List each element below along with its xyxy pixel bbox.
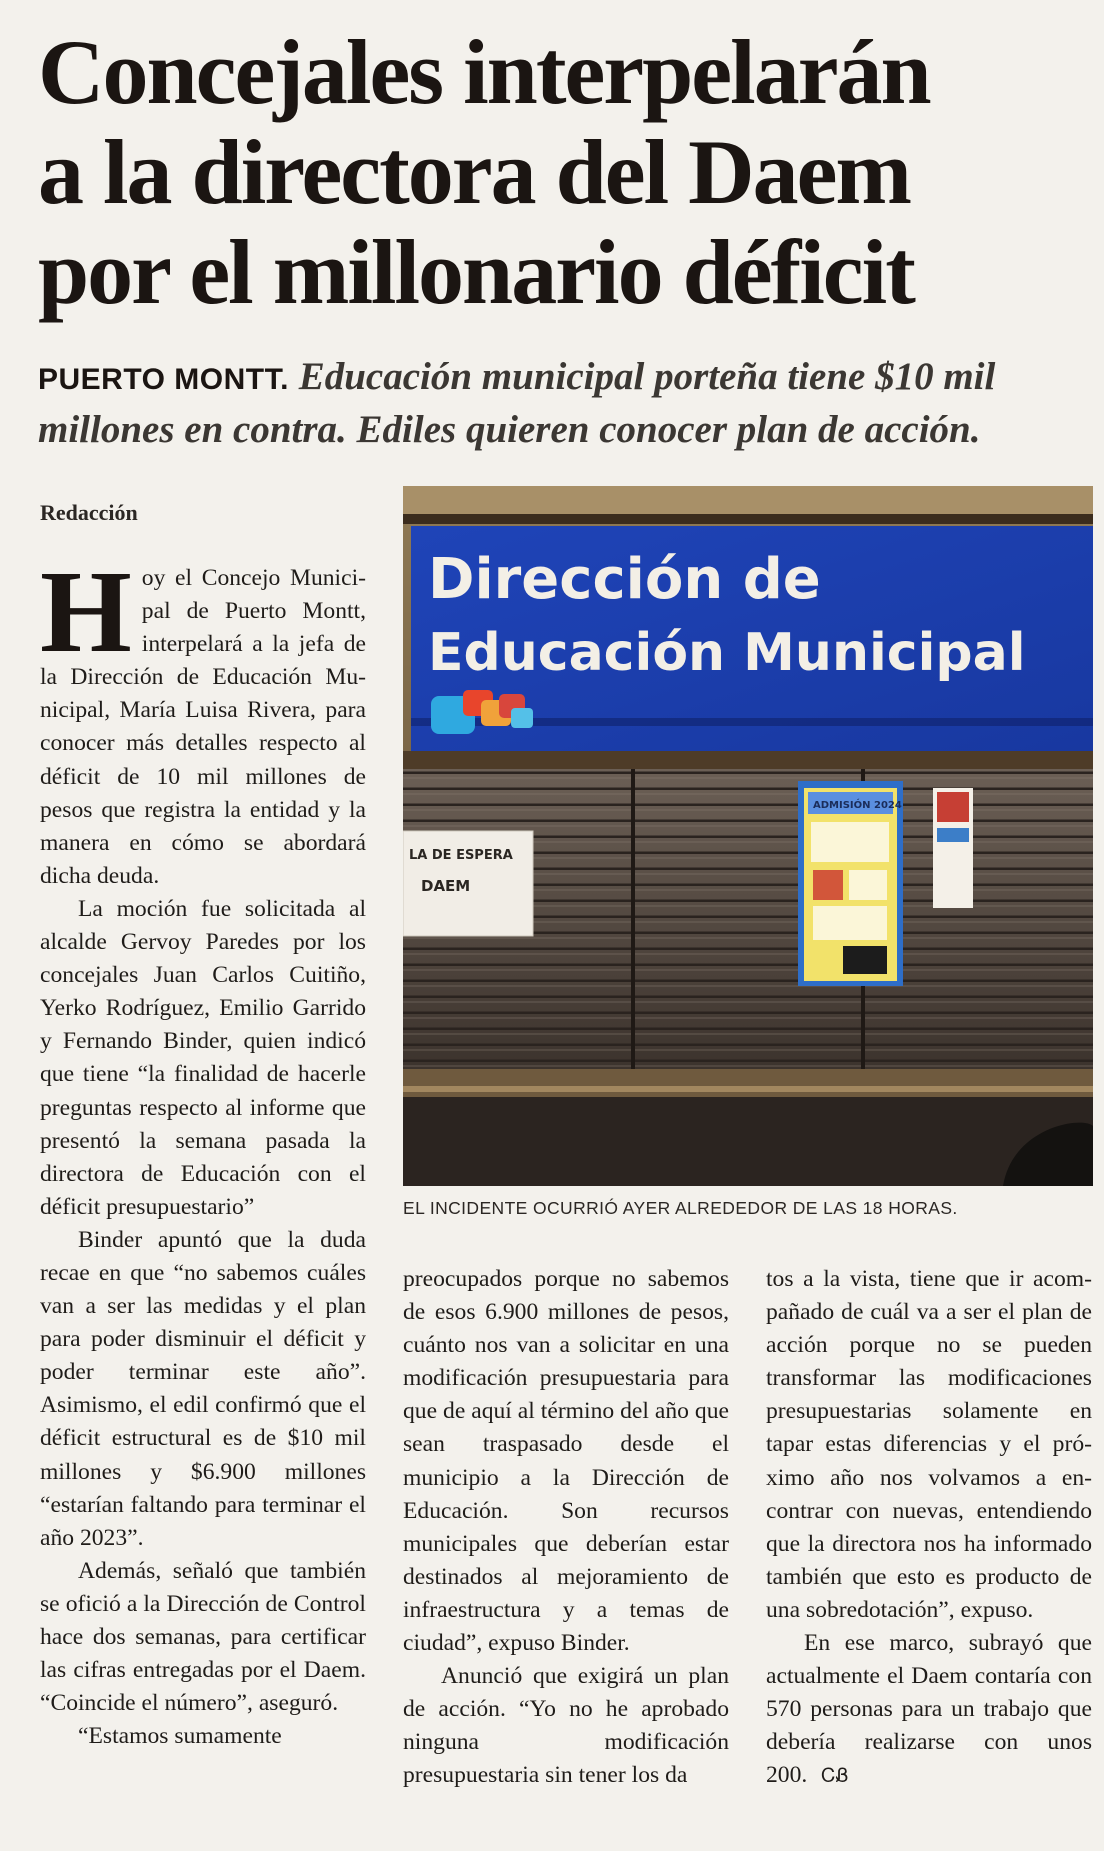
- paragraph-5-start: “Estamos sumamente: [78, 1723, 282, 1750]
- admission-poster: [798, 781, 903, 986]
- photo-caption: EL INCIDENTE OCURRIÓ AYER ALREDEDOR DE LAS 18 HORAS.: [403, 1198, 958, 1218]
- side-poster: [933, 788, 973, 908]
- end-mark-icon: ᏟᏰ: [821, 1763, 849, 1788]
- paragraph-1-text: oy el Concejo Municipal de Puerto Montt, interpelará a la jefa de la Dirección de Educación Municipal, María Luisa Rivera, para conocer más detalles respecto al déficit de 10 mil millones de pesos que registra la entidad y la manera en cómo se abordará dicha deuda.: [40, 565, 366, 889]
- notice-line-1: LA DE ESPERA: [409, 848, 513, 863]
- sign-line-1: Dirección de: [428, 547, 821, 612]
- article-column-3: [766, 1263, 1092, 1793]
- paragraph-3: Binder apuntó que la duda recae en que “no sabemos cuáles van a ser las medidas y el plan para poder disminuir el déficit y poder terminar este año”. Asimismo, el edil confirmó que el déficit estructural es de $10 mil millones y $6.900 millones “estarían faltando para terminar el año 2023”.: [40, 1226, 366, 1551]
- sign-line-2: Educación Municipal: [428, 623, 1026, 683]
- daem-office-photo: [403, 486, 1093, 1186]
- drop-cap: H: [40, 546, 132, 677]
- headline: [38, 22, 1078, 322]
- deck-text: Educación municipal porteña tiene $10 mil millones en contra. Ediles quieren conocer plan de acción.: [38, 355, 996, 451]
- paragraph-6-continued: tos a la vista, tiene que ir acompañado de cuál va a ser el plan de acción porque no se pueden transformar las modificaciones presupuestarias solamente en tapar estas diferencias y el próximo año nos volvamos a encontrar con nuevas, entendiendo que la directora nos ha informado también que esto es producto de una sobredotación”, expuso.: [766, 1266, 1092, 1623]
- notice-line-2: DAEM: [421, 877, 471, 895]
- headline-line-1: Concejales interpelarán: [38, 21, 930, 123]
- paragraph-5-continued: preocupados porque no sabemos de esos 6.900 millones de pesos, cuánto nos van a solicitar en una modificación presupuestaria para que de aquí al término del año que sean traspasado desde el municipio a la Dirección de Educación. Son recursos municipales que deberían estar destinados al mejoramiento de infraestructura y a temas de ciudad”, expuso Binder.: [403, 1266, 729, 1657]
- waiting-room-notice: [403, 831, 533, 936]
- article-column-2: [403, 1263, 729, 1793]
- paragraph-6-start: Anunció que exigirá un plan de acción. “Yo no he aprobado ninguna modificación presupuestaria sin tener los da: [403, 1663, 729, 1789]
- byline: Redacción: [40, 500, 138, 525]
- paragraph-1: [40, 546, 366, 893]
- deck-subheadline: [38, 352, 1078, 455]
- article-photo: [403, 486, 1093, 1186]
- paragraph-7: [766, 1627, 1092, 1792]
- headline-line-3: por el millonario déficit: [38, 221, 914, 323]
- paragraph-4: Además, señaló que también se ofició a la Dirección de Control hace dos semanas, para certificar las cifras entregadas por el Daem. “Coincide el número”, aseguró.: [40, 1557, 366, 1717]
- dateline-place: PUERTO MONTT.: [38, 363, 289, 396]
- article-column-1: [40, 546, 366, 1753]
- poster-title: ADMISIÓN 2024: [813, 800, 902, 811]
- paragraph-7-text: En ese marco, subrayó que actualmente el Daem contaría con 570 personas para un trabajo que debería realizarse con unos 200.: [766, 1630, 1092, 1789]
- headline-line-2: a la directora del Daem: [38, 121, 911, 223]
- paragraph-2: La moción fue solicitada al alcalde Gervoy Paredes por los concejales Juan Carlos Cuitiño, Yerko Rodríguez, Emilio Garrido y Fernando Binder, quien indicó que tiene “la finalidad de hacerle preguntas respecto al informe que presentó la semana pasada la directora de Educación con el déficit presupuestario”: [40, 895, 366, 1220]
